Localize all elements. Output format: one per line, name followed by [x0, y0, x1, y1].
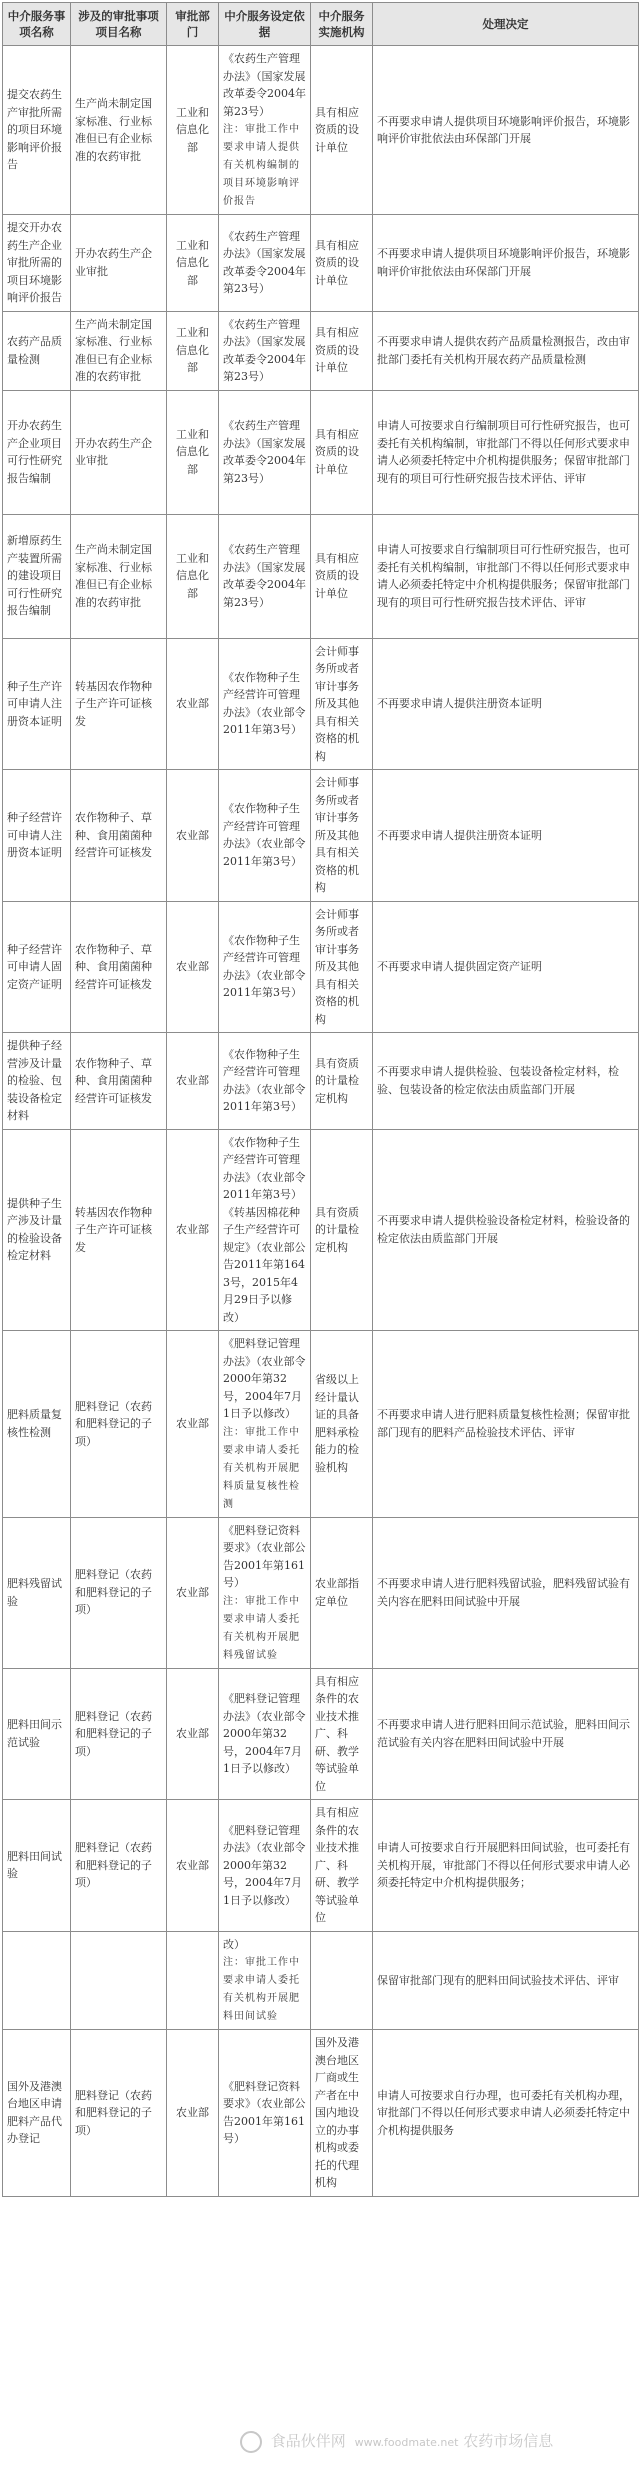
approval-item-cell: 开办农药生产企业审批: [71, 390, 167, 514]
legal-basis-cell: [219, 1033, 311, 1130]
approval-table: [2, 2, 639, 2197]
legal-basis-text: 《农作物种子生产经营许可管理办法》（农业部令2011年第3号）《转基因棉花种子生产经营许可规定》（农业部公告2011年第1643号，2015年4月29日予以修改）: [223, 1135, 306, 1324]
department-cell: 农业部: [167, 638, 219, 770]
table-header-row: [3, 3, 639, 46]
implementing-org-cell: 农业部指定单位: [311, 1517, 373, 1668]
implementing-org-cell: 具有相应资质的设计单位: [311, 514, 373, 638]
legal-basis-note: 注：审批工作中要求申请人提供有关机构编制的项目环境影响评价报告: [223, 124, 300, 207]
header-cell: 中介服务设定依据: [219, 3, 311, 46]
decision-cell: 不再要求申请人提供检验设备检定材料，检验设备的检定依法由质监部门开展: [373, 1129, 639, 1331]
service-name-cell: 种子经营许可申请人固定资产证明: [3, 901, 71, 1033]
approval-item-cell: 转基因农作物种子生产许可证核发: [71, 638, 167, 770]
department-cell: 农业部: [167, 1668, 219, 1800]
department-cell: 工业和信息化部: [167, 514, 219, 638]
watermark: [240, 2430, 630, 2460]
implementing-org-cell: [311, 1931, 373, 2030]
service-name-cell: 新增原药生产装置所需的建设项目可行性研究报告编制: [3, 514, 71, 638]
table-row: [3, 1800, 639, 1932]
decision-cell: 不再要求申请人提供项目环境影响评价报告，环境影响评价审批依法由环保部门开展: [373, 46, 639, 215]
approval-item-cell: 生产尚未制定国家标准、行业标准但已有企业标准的农药审批: [71, 514, 167, 638]
legal-basis-text: 《农药生产管理办法》（国家发展改革委令2004年第23号）: [223, 543, 306, 609]
legal-basis-cell: [219, 770, 311, 902]
legal-basis-cell: [219, 901, 311, 1033]
decision-cell: 申请人可按要求自行办理，也可委托有关机构办理，审批部门不得以任何形式要求申请人必须委托特定中介机构提供服务: [373, 2030, 639, 2197]
service-name-cell: 肥料质量复核性检测: [3, 1331, 71, 1518]
service-name-cell: 农药产品质量检测: [3, 311, 71, 390]
legal-basis-cell: [219, 311, 311, 390]
department-cell: 农业部: [167, 901, 219, 1033]
legal-basis-cell: [219, 390, 311, 514]
legal-basis-text: 《肥料登记管理办法》（农业部令2000年第32号，2004年7月1日予以修改）: [223, 1337, 306, 1420]
decision-cell: 申请人可按要求自行编制项目可行性研究报告，也可委托有关机构编制，审批部门不得以任何形式要求申请人必须委托特定中介机构提供服务；保留审批部门现有的项目可行性研究报告技术评估、评审: [373, 514, 639, 638]
service-name-cell: 开办农药生产企业项目可行性研究报告编制: [3, 390, 71, 514]
legal-basis-cell: [219, 1517, 311, 1668]
decision-cell: 不再要求申请人进行肥料田间示范试验，肥料田间示范试验有关内容在肥料田间试验中开展: [373, 1668, 639, 1800]
implementing-org-cell: 具有相应资质的设计单位: [311, 215, 373, 312]
legal-basis-text: 《农作物种子生产经营许可管理办法》（农业部令2011年第3号）: [223, 670, 306, 737]
table-row: [3, 311, 639, 390]
decision-cell: 不再要求申请人进行肥料残留试验，肥料残留试验有关内容在肥料田间试验中开展: [373, 1517, 639, 1668]
department-cell: 工业和信息化部: [167, 46, 219, 215]
service-name-cell: 肥料残留试验: [3, 1517, 71, 1668]
table-row: [3, 901, 639, 1033]
department-cell: 农业部: [167, 770, 219, 902]
header-cell: 处理决定: [373, 3, 639, 46]
department-cell: 农业部: [167, 1800, 219, 1932]
approval-item-cell: 农作物种子、草种、食用菌菌种经营许可证核发: [71, 1033, 167, 1130]
site-logo-icon: [240, 2431, 262, 2453]
decision-cell: 不再要求申请人提供固定资产证明: [373, 901, 639, 1033]
department-cell: 工业和信息化部: [167, 215, 219, 312]
decision-cell: 申请人可按要求自行开展肥料田间试验，也可委托有关机构开展，审批部门不得以任何形式要求申请人必须委托特定中介机构提供服务；: [373, 1800, 639, 1932]
legal-basis-text: 《农药生产管理办法》（国家发展改革委令2004年第23号）: [223, 229, 306, 296]
legal-basis-cell: [219, 1800, 311, 1932]
legal-basis-note: 注：审批工作中要求申请人委托有关机构开展肥料质量复核性检测: [223, 1426, 300, 1510]
legal-basis-note: 注：审批工作中要求申请人委托有关机构开展肥料田间试验: [223, 1957, 300, 2022]
decision-cell: 不再要求申请人提供注册资本证明: [373, 770, 639, 902]
service-name-cell: 肥料田间试验: [3, 1800, 71, 1932]
watermark-tag: 农药市场信息: [463, 2432, 554, 2450]
decision-cell: 保留审批部门现有的肥料田间试验技术评估、评审: [373, 1931, 639, 2030]
legal-basis-cell: [219, 1668, 311, 1800]
table-row: [3, 46, 639, 215]
legal-basis-cell: [219, 1931, 311, 2030]
department-cell: 农业部: [167, 1033, 219, 1130]
implementing-org-cell: 会计师事务所或者审计事务所及其他具有相关资格的机构: [311, 770, 373, 902]
implementing-org-cell: 具有相应条件的农业技术推广、科研、教学等试验单位: [311, 1800, 373, 1932]
table-row: [3, 2030, 639, 2197]
legal-basis-text: 改）: [223, 1937, 245, 1951]
header-cell: 审批部门: [167, 3, 219, 46]
legal-basis-text: 《农药生产管理办法》（国家发展改革委令2004年第23号）: [223, 52, 306, 118]
implementing-org-cell: 会计师事务所或者审计事务所及其他具有相关资格的机构: [311, 901, 373, 1033]
service-name-cell: 提交农药生产审批所需的项目环境影响评价报告: [3, 46, 71, 215]
service-name-cell: 提供种子经营涉及计量的检验、包装设备检定材料: [3, 1033, 71, 1130]
table-row: [3, 1129, 639, 1331]
implementing-org-cell: 具有资质的计量检定机构: [311, 1129, 373, 1331]
approval-item-cell: 肥料登记（农药和肥料登记的子项）: [71, 1517, 167, 1668]
legal-basis-text: 《肥料登记管理办法》（农业部令2000年第32号，2004年7月1日予以修改）: [223, 1692, 306, 1775]
implementing-org-cell: 具有相应资质的设计单位: [311, 390, 373, 514]
table-row: [3, 514, 639, 638]
decision-cell: 不再要求申请人提供项目环境影响评价报告，环境影响评价审批依法由环保部门开展: [373, 215, 639, 312]
legal-basis-note: 注：审批工作中要求申请人委托有关机构开展肥料残留试验: [223, 1595, 300, 1661]
department-cell: 农业部: [167, 1129, 219, 1331]
legal-basis-text: 《肥料登记管理办法》（农业部令2000年第32号，2004年7月1日予以修改）: [223, 1823, 306, 1907]
header-cell: 涉及的审批事项项目名称: [71, 3, 167, 46]
department-cell: [167, 1931, 219, 2030]
legal-basis-text: 《农作物种子生产经营许可管理办法》（农业部令2011年第3号）: [223, 802, 306, 868]
implementing-org-cell: 具有相应条件的农业技术推广、科研、教学等试验单位: [311, 1668, 373, 1800]
table-row: [3, 638, 639, 770]
implementing-org-cell: 具有相应资质的设计单位: [311, 46, 373, 215]
legal-basis-cell: [219, 1331, 311, 1518]
decision-cell: 申请人可按要求自行编制项目可行性研究报告，也可委托有关机构编制，审批部门不得以任何形式要求申请人必须委托特定中介机构提供服务；保留审批部门现有的项目可行性研究报告技术评估、评审: [373, 390, 639, 514]
legal-basis-text: 《肥料登记资料要求》（农业部公告2001年第161号）: [223, 2079, 306, 2146]
service-name-cell: [3, 1931, 71, 2030]
department-cell: 农业部: [167, 2030, 219, 2197]
legal-basis-text: 《肥料登记资料要求》（农业部公告2001年第161号）: [223, 1523, 306, 1589]
department-cell: 工业和信息化部: [167, 390, 219, 514]
watermark-site: 食品伙伴网: [270, 2432, 346, 2450]
decision-cell: 不再要求申请人提供注册资本证明: [373, 638, 639, 770]
legal-basis-text: 《农药生产管理办法》（国家发展改革委令2004年第23号）: [223, 419, 306, 485]
legal-basis-cell: [219, 514, 311, 638]
header-cell: 中介服务事项名称: [3, 3, 71, 46]
approval-item-cell: 生产尚未制定国家标准、行业标准但已有企业标准的农药审批: [71, 46, 167, 215]
service-name-cell: 提供种子生产涉及计量的检验设备检定材料: [3, 1129, 71, 1331]
service-name-cell: 提交开办农药生产企业审批所需的项目环境影响评价报告: [3, 215, 71, 312]
decision-cell: 不再要求申请人进行肥料质量复核性检测；保留审批部门现有的肥料产品检验技术评估、评审: [373, 1331, 639, 1518]
approval-item-cell: 肥料登记（农药和肥料登记的子项）: [71, 1800, 167, 1932]
approval-item-cell: 肥料登记（农药和肥料登记的子项）: [71, 1331, 167, 1518]
table-row: [3, 390, 639, 514]
decision-cell: 不再要求申请人提供检验、包装设备检定材料，检验、包装设备的检定依法由质监部门开展: [373, 1033, 639, 1130]
implementing-org-cell: 会计师事务所或者审计事务所及其他具有相关资格的机构: [311, 638, 373, 770]
approval-item-cell: 肥料登记（农药和肥料登记的子项）: [71, 1668, 167, 1800]
approval-item-cell: 农作物种子、草种、食用菌菌种经营许可证核发: [71, 770, 167, 902]
legal-basis-cell: [219, 2030, 311, 2197]
department-cell: 农业部: [167, 1517, 219, 1668]
approval-item-cell: 开办农药生产企业审批: [71, 215, 167, 312]
decision-cell: 不再要求申请人提供农药产品质量检测报告，改由审批部门委托有关机构开展农药产品质量检测: [373, 311, 639, 390]
table-row: [3, 770, 639, 902]
approval-item-cell: 生产尚未制定国家标准、行业标准但已有企业标准的农药审批: [71, 311, 167, 390]
legal-basis-text: 《农作物种子生产经营许可管理办法》（农业部令2011年第3号）: [223, 1047, 306, 1114]
legal-basis-text: 《农作物种子生产经营许可管理办法》（农业部令2011年第3号）: [223, 933, 306, 1000]
table-row: [3, 1517, 639, 1668]
legal-basis-cell: [219, 46, 311, 215]
department-cell: 工业和信息化部: [167, 311, 219, 390]
implementing-org-cell: 省级以上经计量认证的具备肥料承检能力的检验机构: [311, 1331, 373, 1518]
table-row: [3, 1668, 639, 1800]
table-row: [3, 1033, 639, 1130]
implementing-org-cell: 国外及港澳台地区厂商或生产者在中国内地设立的办事机构或委托的代理机构: [311, 2030, 373, 2197]
service-name-cell: 国外及港澳台地区申请肥料产品代办登记: [3, 2030, 71, 2197]
watermark-url: www.foodmate.net: [354, 2436, 459, 2449]
table-row: [3, 1931, 639, 2030]
service-name-cell: 肥料田间示范试验: [3, 1668, 71, 1800]
approval-item-cell: 农作物种子、草种、食用菌菌种经营许可证核发: [71, 901, 167, 1033]
legal-basis-text: 《农药生产管理办法》（国家发展改革委令2004年第23号）: [223, 317, 306, 383]
service-name-cell: 种子生产许可申请人注册资本证明: [3, 638, 71, 770]
legal-basis-cell: [219, 1129, 311, 1331]
implementing-org-cell: 具有资质的计量检定机构: [311, 1033, 373, 1130]
service-name-cell: 种子经营许可申请人注册资本证明: [3, 770, 71, 902]
approval-item-cell: 转基因农作物种子生产许可证核发: [71, 1129, 167, 1331]
approval-item-cell: [71, 1931, 167, 2030]
table-row: [3, 215, 639, 312]
legal-basis-cell: [219, 215, 311, 312]
table-row: [3, 1331, 639, 1518]
implementing-org-cell: 具有相应资质的设计单位: [311, 311, 373, 390]
header-cell: 中介服务实施机构: [311, 3, 373, 46]
department-cell: 农业部: [167, 1331, 219, 1518]
legal-basis-cell: [219, 638, 311, 770]
approval-item-cell: 肥料登记（农药和肥料登记的子项）: [71, 2030, 167, 2197]
